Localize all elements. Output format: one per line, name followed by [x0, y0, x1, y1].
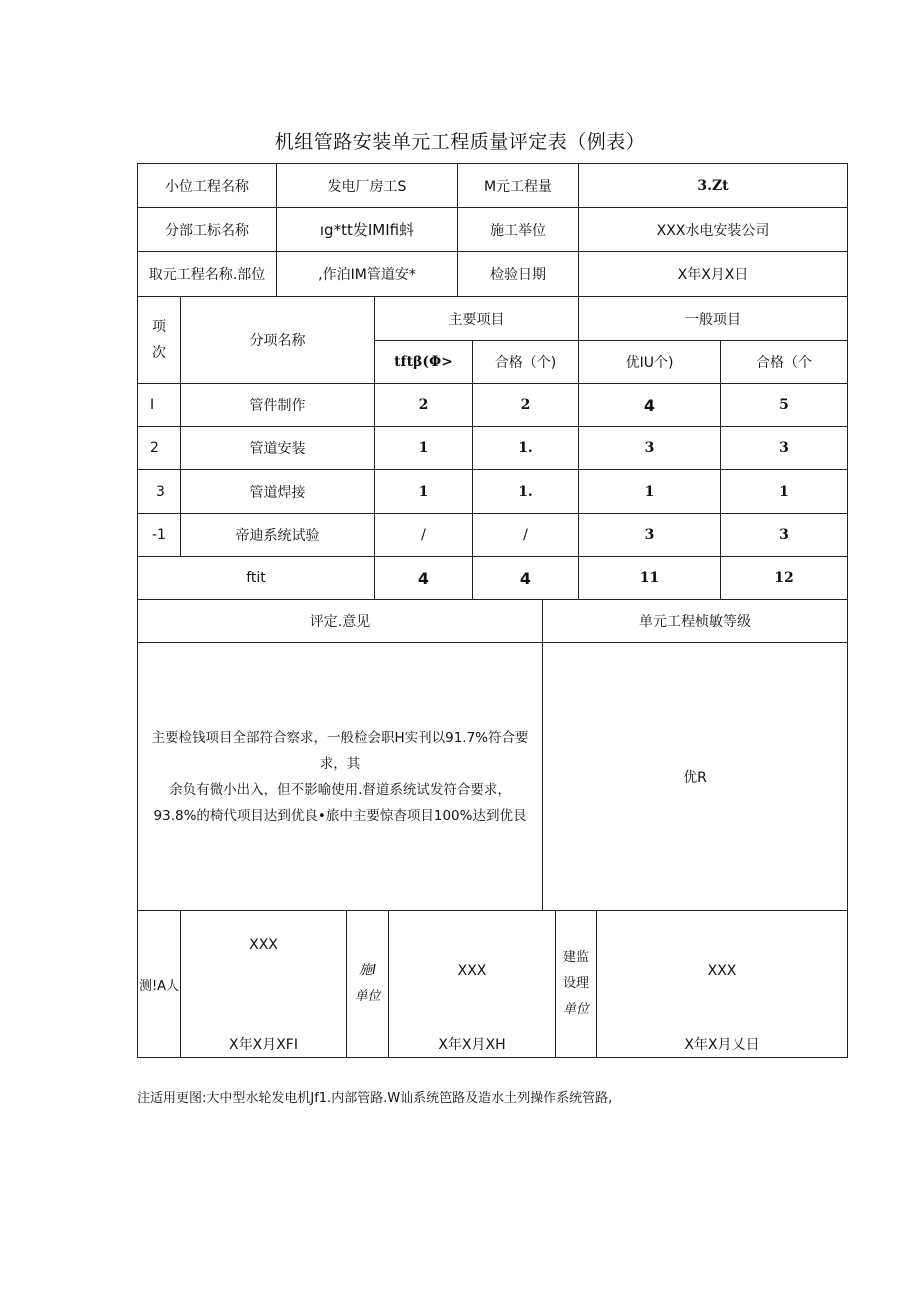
- element-name-label: 取元工程名称.部位: [148, 267, 266, 283]
- unit-project-label: 小位工程名称: [165, 178, 249, 195]
- row-4-main-pass: /: [523, 527, 528, 543]
- sub-project-value: ıg*tt发IMIfi蚪: [319, 221, 415, 239]
- row-2-general-pass: 3: [779, 440, 789, 456]
- item-number-header: [138, 297, 180, 383]
- row-4-name: 帝迪系统试验: [235, 528, 320, 544]
- construction-unit-label: 施工举位: [490, 222, 546, 239]
- row-3-general-excellent: 1: [644, 483, 655, 500]
- row-1-general-pass: 5: [779, 397, 789, 413]
- row-4-main-excellent: /: [421, 527, 426, 543]
- element-name-value: ,作泊IM管道安*: [318, 267, 416, 283]
- row-3-main-excellent: 1: [418, 483, 429, 500]
- grade-label: 单元工程桢敏等级: [639, 614, 751, 630]
- row-1-main-pass: 2: [520, 397, 531, 413]
- unit-quantity-label: M元工程量: [483, 178, 553, 195]
- construction-unit-sign-label: [347, 911, 388, 1057]
- general-excellent-header: 优IU个): [625, 355, 674, 371]
- supervision-label-line1: 建监: [562, 950, 589, 965]
- main-excellent-header: tftβ(Φ>: [394, 354, 453, 370]
- construction-date: X年X月XH: [438, 1037, 506, 1053]
- row-3-main-pass: 1.: [518, 483, 533, 500]
- footnote: 注适用更图:大中型水轮发电机Jf1.内部管路.W讪系统笆路及造水土列操作系统管路,: [137, 1091, 613, 1106]
- row-2-general-excellent: 3: [644, 440, 655, 456]
- row-2-name: 管道安装: [249, 441, 306, 457]
- supervision-date: X年X月乂日: [684, 1037, 760, 1053]
- opinion-text: [138, 643, 542, 910]
- opinion-line-1: 主要检钱项目全部符合察求，一般检会职H实刊以91.7%符合要求，其: [151, 729, 529, 772]
- general-items-header: 一般项目: [685, 311, 741, 328]
- main-pass-header: 合格（个): [494, 355, 557, 371]
- total-label: ftit: [246, 570, 266, 586]
- construction-unit-value: XXX水电安装公司: [656, 222, 770, 239]
- row-4-general-pass: 3: [779, 527, 789, 543]
- unit-project-value: 发电厂房工S: [327, 178, 407, 195]
- row-2-main-pass: 1.: [518, 440, 533, 456]
- row-2-main-excellent: 1: [418, 440, 429, 456]
- inspection-date-value: X年X月X日: [677, 267, 749, 283]
- construction-label-line2: 单位: [354, 989, 381, 1004]
- row-4-general-excellent: 3: [644, 527, 655, 543]
- general-pass-header: 合格（个: [756, 355, 812, 371]
- row-4-number: -1: [152, 527, 166, 543]
- construction-name: XXX: [457, 963, 487, 979]
- opinion-label: 评定.意见: [309, 614, 371, 630]
- row-1-main-excellent: 2: [418, 397, 429, 413]
- opinion-line-3: 93.8%的椅代项目达到优良•旅中主要惊杳项目100%达到优艮: [153, 807, 527, 824]
- row-1-number: I: [150, 397, 155, 413]
- tester-name: XXX: [249, 937, 278, 953]
- total-general-excellent: 11: [639, 570, 660, 586]
- sub-project-label: 分部工标名称: [165, 222, 249, 239]
- total-main-excellent: 4: [417, 568, 430, 588]
- unit-quantity-value: 3.Zt: [697, 177, 729, 194]
- tester-date: X年X月XFI: [229, 1037, 298, 1053]
- tester-label: 测!A人: [138, 978, 180, 994]
- row-1-name: 管件制作: [249, 398, 306, 414]
- row-1-general-excellent: 4: [643, 395, 656, 415]
- total-main-pass: 4: [519, 568, 532, 588]
- inspection-date-label: 检验日期: [490, 267, 546, 283]
- row-3-name: 管道焊接: [249, 484, 306, 501]
- supervision-label-line3: 单位: [562, 1002, 589, 1017]
- supervision-unit-sign-label: [556, 911, 596, 1057]
- main-items-header: 主要项目: [448, 311, 505, 328]
- item-number-header-line1: 项: [152, 319, 166, 335]
- row-3-general-pass: 1: [779, 483, 789, 500]
- grade-value: 优R: [683, 769, 707, 786]
- row-2-number: 2: [150, 440, 159, 456]
- item-name-header: 分项名称: [249, 333, 306, 349]
- supervision-label-line2: 设理: [562, 976, 589, 991]
- item-number-header-line2: 次: [152, 345, 166, 361]
- form-title: 机组管路安装单元工程质量评定表（例表）: [274, 131, 646, 153]
- construction-label-line1: 施I: [359, 963, 376, 978]
- opinion-line-2: 余负有微小出入，但不影喻使用.督道系统试发符合要求，: [169, 781, 511, 798]
- supervision-name: XXX: [707, 963, 737, 979]
- row-3-number: 3: [156, 483, 165, 500]
- total-general-pass: 12: [774, 570, 794, 586]
